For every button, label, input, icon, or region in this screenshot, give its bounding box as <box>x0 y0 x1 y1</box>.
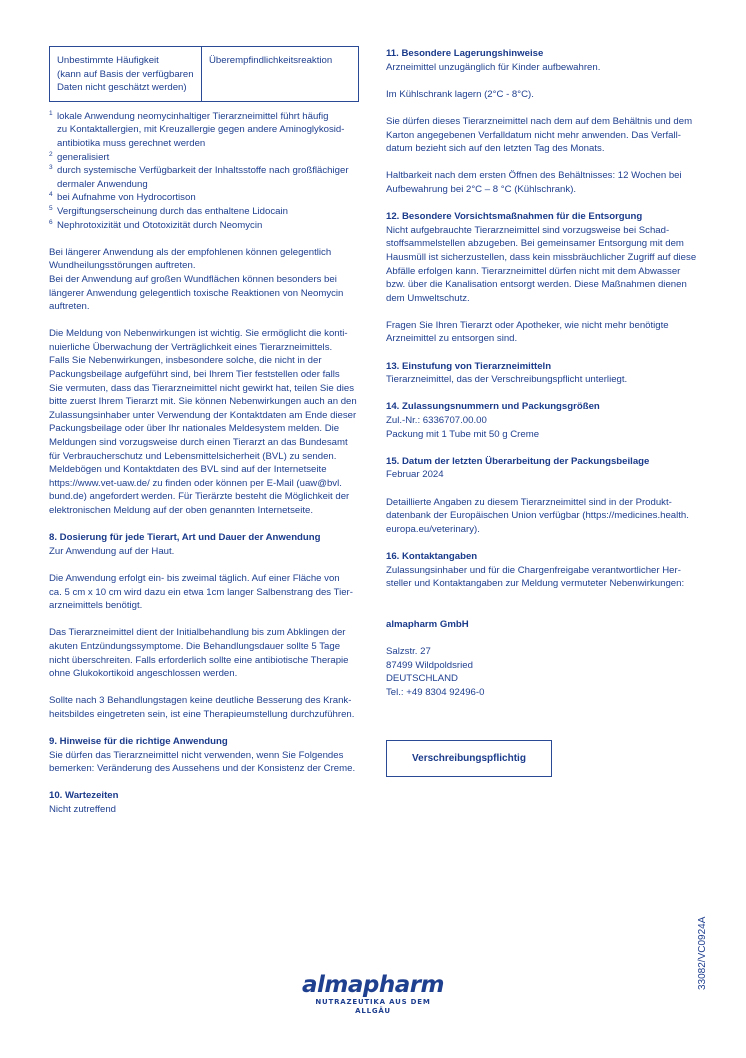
footnote-text: Vergiftungserscheinung durch das enthaltene Lidocain <box>57 205 288 217</box>
footnote-number: 6 <box>49 218 53 226</box>
prescription-badge: Verschreibungspflichtig <box>386 740 552 777</box>
left-column <box>49 46 363 830</box>
paragraph: Sie dürfen dieses Tierarzneimittel nach dem auf dem Behältnis und dem Karton angegebenen Verfalldatum nicht mehr anwenden. Das Verfall- datum bezieht sich auf den letzten Tag des Monats. <box>386 115 693 155</box>
footnote <box>49 110 363 151</box>
footnote-text: lokale Anwendung neomycinhaltiger Tierarzneimittel führt häufig zu Kontaktallergien, mit Kreuzallergie gegen andere Aminoglykosid- antibiotika muss gerechnet werden <box>57 110 345 149</box>
section-heading: 16. Kontaktangaben <box>386 550 478 562</box>
footnote-text: Nephrotoxizität und Ototoxizität durch Neomycin <box>57 219 263 231</box>
paragraph: Arzneimittel unzugänglich für Kinder aufbewahren. <box>386 61 601 73</box>
logo-tagline: NUTRAZEUTIKA AUS DEM ALLGÄU <box>315 998 431 1015</box>
footnote <box>49 219 363 233</box>
section-heading: 12. Besondere Vorsichtsmaßnahmen für die Entsorgung <box>386 211 643 223</box>
section-body: Zul.-Nr.: 6336707.00.00 Packung mit 1 Tube mit 50 g Creme <box>386 415 540 440</box>
logo-wordmark: almapharm <box>301 972 445 998</box>
paragraph: Detaillierte Angaben zu diesem Tierarzneimittel sind in der Produkt- datenbank der Europäischen Union verfügbar (https://medicines.health. europa.eu/veterinary). <box>386 496 689 535</box>
almapharm-logo <box>298 972 448 1016</box>
paragraph: Das Tierarzneimittel dient der Initialbehandlung bis zum Abklingen der akuten Entzündungssymptome. Die Behandlungsdauer sollte 5 Tage nicht überschreiten. Falls erforderlich sollte eine antibiotische Therapie ohne Glukokortikoid angeschlossen werden. <box>49 627 349 680</box>
reaction-cell: Überempfindlichkeitsreaktion <box>209 55 333 66</box>
section-8 <box>49 531 363 721</box>
paragraph: Zur Anwendung auf der Haut. <box>49 545 175 557</box>
footnote <box>49 191 363 205</box>
footnote-number: 5 <box>49 204 53 212</box>
footnote-text: bei Aufnahme von Hydrocortison <box>57 192 196 204</box>
company-address <box>386 604 698 713</box>
footnotes <box>49 110 363 232</box>
section-heading: 9. Hinweise für die richtige Anwendung <box>49 736 228 748</box>
paragraph: Fragen Sie Ihren Tierarzt oder Apotheker, wie nicht mehr benötigte Arzneimittel zu entsorgen sind. <box>386 319 669 345</box>
section-15 <box>386 455 698 537</box>
address-lines: Salzstr. 27 87499 Wildpoldsried DEUTSCHLAND Tel.: +49 8304 92496-0 <box>386 646 485 698</box>
footnote <box>49 205 363 219</box>
section-heading: 11. Besondere Lagerungshinweise <box>386 48 544 59</box>
document-code: 33082/VC0924A <box>697 916 708 990</box>
section-body: Tierarzneimittel, das der Verschreibungspflicht unterliegt. <box>386 374 628 386</box>
section-10 <box>49 789 363 816</box>
section-heading: 8. Dosierung für jede Tierart, Art und Dauer der Anwendung <box>49 532 321 544</box>
section-heading: 10. Wartezeiten <box>49 790 119 802</box>
paragraph: Die Meldung von Nebenwirkungen ist wichtig. Sie ermöglicht die konti- nuierliche Überwachung der Verträglichkeit eines Tierarzneimittels. Falls Sie Nebenwirkungen, insbesondere solche, die nicht in der Packungsbeilage aufgeführt sind, bei Ihrem Tier feststellen oder falls Sie vermuten, dass das Tierarzneimittel nicht gewirkt hat, teilen Sie dies bitte zuerst Ihrem Tierarzt mit. Sie können Nebenwirkungen auch an den Zulassungsinhaber unter Verwendung der Kontaktdaten am Ende dieser Packungsbeilage oder über Ihr nationales Meldesystem melden. Die Meldungen sind vorzugsweise durch einen Tierarzt an das Bundesamt für Verbraucherschutz und Lebensmittelsicherheit (BVL) zu senden. Meldebögen und Kontaktdaten des BVL sind auf der Internetseite https://www.vet-uaw.de/ zu finden oder können per E-Mail (uaw@bvl. bund.de) angefordert werden. Für Tierärzte besteht die Möglichkeit der elektronischen Meldung auf der oben genannten Internetseite. <box>49 328 357 516</box>
section-heading: 13. Einstufung von Tierarzneimitteln <box>386 360 552 372</box>
section-11 <box>386 47 698 197</box>
right-column <box>386 47 698 777</box>
footnote-number: 4 <box>49 191 53 199</box>
section-body: Nicht zutreffend <box>49 804 117 816</box>
section-body: Sie dürfen das Tierarzneimittel nicht verwenden, wenn Sie Folgendes bemerken: Veränderung des Aussehens und der Konsistenz der Creme. <box>49 749 356 775</box>
section-16 <box>386 550 698 713</box>
section-13 <box>386 360 698 387</box>
footnote-number: 1 <box>49 109 53 117</box>
footnote-text: generalisiert <box>57 151 110 163</box>
footnote-number: 2 <box>49 150 53 158</box>
frequency-cell: Unbestimmte Häufigkeit (kann auf Basis der verfügbaren Daten nicht geschätzt werden) <box>50 47 202 101</box>
paragraph: Haltbarkeit nach dem ersten Öffnen des Behältnisses: 12 Wochen bei Aufbewahrung bei 2°C – 8 °C (Kühlschrank). <box>386 170 682 195</box>
footnote <box>49 164 363 191</box>
paragraph: Bei längerer Anwendung als der empfohlenen können gelegentlich Wundheilungsstörungen auftreten. Bei der Anwendung auf großen Wundflächen können besonders bei längerer Anwendung gelegentlich toxische Reaktionen von Neomycin auftreten. <box>49 246 344 313</box>
footnote-text: durch systemische Verfügbarkeit der Inhaltsstoffe nach großflächiger dermaler Anwendung <box>57 165 349 190</box>
company-name: almapharm GmbH <box>386 618 469 630</box>
paragraph: Im Kühlschrank lagern (2°C - 8°C). <box>386 88 534 100</box>
section-heading: 15. Datum der letzten Überarbeitung der Packungsbeilage <box>386 455 650 467</box>
footnote-number: 3 <box>49 164 53 172</box>
section-heading: 14. Zulassungsnummern und Packungsgrößen <box>386 401 600 413</box>
side-effects-table <box>49 46 359 102</box>
section-14 <box>386 400 698 441</box>
paragraph: Die Anwendung erfolgt ein- bis zweimal täglich. Auf einer Fläche von ca. 5 cm x 10 cm wird dazu ein etwa 1cm langer Salbenstrang des Tier- arzneimittels benötigt. <box>49 572 353 612</box>
paragraph: Februar 2024 <box>386 469 444 481</box>
paragraph: Zulassungsinhaber und für die Chargenfreigabe verantwortlicher Her- steller und Kontaktangaben zur Meldung vermuteter Nebenwirkungen: <box>386 564 685 590</box>
section-12 <box>386 210 698 346</box>
section-9 <box>49 735 363 776</box>
footnote <box>49 151 363 165</box>
paragraph: Nicht aufgebrauchte Tierarzneimittel sind vorzugsweise bei Schad- stoffsammelstellen abzugeben. Bei gemeinsamer Entsorgung mit dem Hausmüll ist sicherzustellen, dass kein missbräuchlicher Zugriff auf diese Abfälle erfolgen kann. Tierarzneimittel dürfen nicht mit dem Abwasser bzw. über die Kanalisation entsorgt werden. Diese Maßnahmen dienen dem Umweltschutz. <box>386 224 697 304</box>
paragraph: Sollte nach 3 Behandlungstagen keine deutliche Besserung des Krank- heitsbildes eingetreten sein, ist eine Therapieumstellung durchzuführen. <box>49 695 355 720</box>
